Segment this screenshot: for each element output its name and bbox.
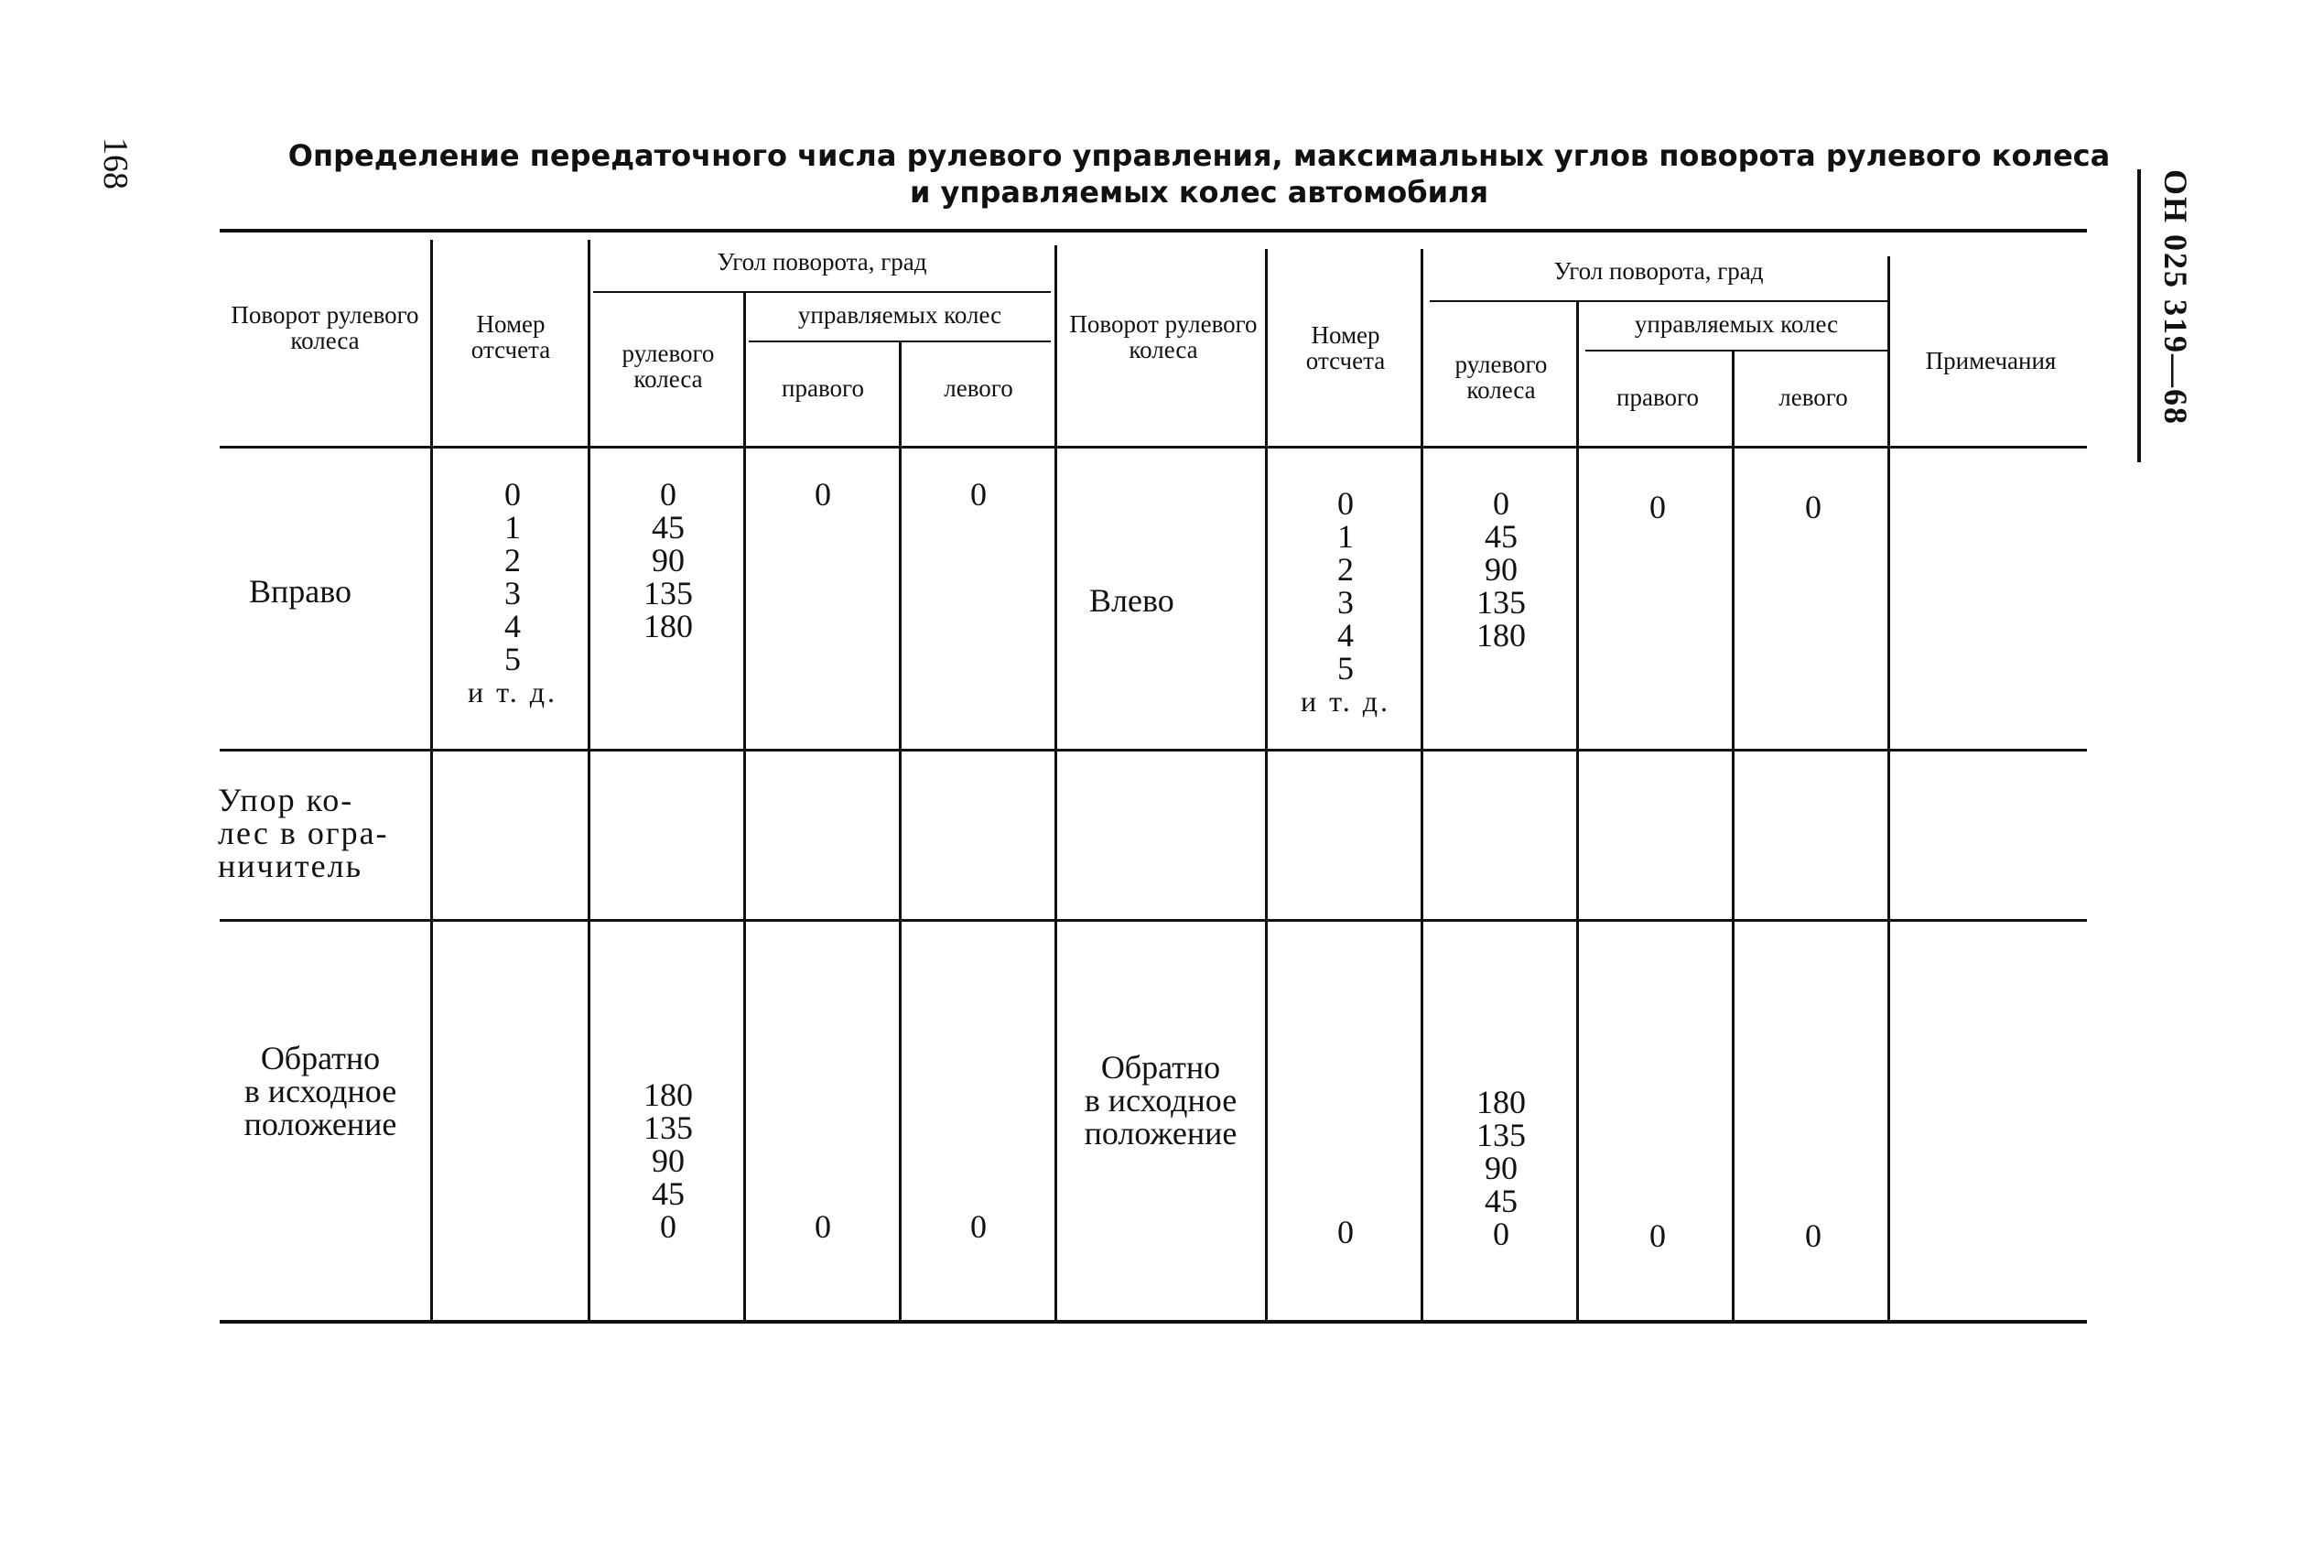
angle-value: 45 — [652, 509, 685, 546]
right-wheel-return-left: 0 — [1649, 1217, 1666, 1254]
angle-value: 135 — [643, 575, 693, 611]
reading-value: 0 — [504, 476, 521, 513]
angle-value: 45 — [1485, 1183, 1518, 1219]
angle-value: 135 — [1476, 584, 1526, 621]
angle-value: 180 — [1476, 617, 1526, 654]
right-wheel-left-turn: 0 — [1649, 489, 1666, 525]
header-steering-wheel-right: рулевого колеса — [1454, 351, 1548, 404]
page-number: 168 — [96, 137, 135, 189]
reading-value: 4 — [504, 608, 521, 644]
label-stop — [218, 784, 427, 882]
angles-left-turn — [1432, 487, 1570, 652]
header-left-wheel-right: левого — [1778, 384, 1848, 411]
angle-value: 180 — [643, 1076, 693, 1113]
angles-return-right — [600, 1078, 737, 1243]
reading-value: 2 — [1337, 551, 1354, 588]
header-reading-left: Номер отсчета — [470, 310, 551, 363]
label-line: в исходное — [1084, 1082, 1238, 1119]
label-line: ничитель — [218, 848, 362, 884]
reading-value: 1 — [504, 509, 521, 546]
reading-value: 5 — [1337, 650, 1354, 687]
header-right-wheel-left: правого — [782, 374, 864, 402]
angle-value: 45 — [652, 1175, 685, 1212]
angle-value: 0 — [660, 476, 676, 513]
angle-value: 90 — [1485, 551, 1518, 588]
header-bottom-rule — [220, 446, 2087, 449]
angles-right-turn — [600, 478, 737, 643]
angle-value: 135 — [643, 1109, 693, 1146]
row-rule-2 — [220, 919, 2087, 922]
label-line: в исходное — [243, 1073, 397, 1109]
right-wheel-return-right: 0 — [815, 1208, 831, 1245]
label-line: лес в огра- — [218, 815, 389, 851]
col-divider-3 — [743, 293, 746, 1320]
header-angle-group-right: Угол поворота, град — [1553, 257, 1764, 285]
reading-value: 5 — [504, 641, 521, 677]
angle-value: 90 — [652, 542, 685, 579]
angle-value: 180 — [1476, 1084, 1526, 1120]
col-divider-2 — [588, 240, 590, 1320]
left-wheel-return-left: 0 — [1805, 1217, 1821, 1254]
label-line: положение — [243, 1106, 397, 1142]
table-top-rule — [220, 229, 2087, 232]
left-wheel-right-turn: 0 — [970, 476, 987, 513]
angle-value: 135 — [1476, 1117, 1526, 1153]
reading-value: и т. д. — [1301, 685, 1390, 718]
readings-left-turn — [1277, 487, 1414, 718]
label-right-turn: Вправо — [249, 573, 352, 610]
col-divider-9 — [1732, 351, 1735, 1320]
table-bottom-rule — [220, 1320, 2087, 1324]
angle-value: 0 — [1493, 1216, 1509, 1252]
label-line: положение — [1084, 1115, 1238, 1152]
header-reading-right: Номер отсчета — [1305, 321, 1386, 374]
col-divider-8 — [1576, 302, 1579, 1320]
row-rule-1 — [220, 749, 2087, 752]
header-steering-wheel-left: рулевого колеса — [622, 340, 715, 393]
readings-right-turn — [444, 478, 581, 708]
reading-value: 3 — [504, 575, 521, 611]
table-title — [220, 137, 2178, 211]
angle-group-rule-left — [593, 291, 1051, 293]
header-notes: Примечания — [1925, 347, 2057, 374]
col-divider-1 — [430, 240, 433, 1320]
angle-value: 90 — [1485, 1150, 1518, 1186]
header-right-wheel-right: правого — [1616, 384, 1699, 411]
angles-return-left — [1432, 1086, 1570, 1250]
angle-value: 180 — [643, 608, 693, 644]
header-angle-group-left: Угол поворота, град — [717, 248, 927, 276]
col-divider-6 — [1265, 249, 1268, 1320]
reading-value: 3 — [1337, 584, 1354, 621]
label-return-left — [1058, 1051, 1263, 1150]
left-wheel-return-right: 0 — [970, 1208, 987, 1245]
label-return-right — [215, 1042, 426, 1141]
header-turn-left: Поворот рулевого колеса — [231, 301, 419, 354]
col-divider-7 — [1421, 249, 1423, 1320]
angle-group-rule-right — [1430, 300, 1887, 302]
right-wheel-right-turn: 0 — [815, 476, 831, 513]
reading-return-left: 0 — [1337, 1214, 1354, 1250]
reading-value: 4 — [1337, 617, 1354, 654]
header-steered-right: управляемых колес — [1634, 310, 1839, 338]
reading-value: 1 — [1337, 518, 1354, 555]
header-steered-left: управляемых колес — [797, 301, 1002, 329]
label-left-turn: Влево — [1089, 582, 1174, 619]
angle-value: 0 — [1493, 485, 1509, 522]
header-left-wheel-left: левого — [944, 374, 1013, 402]
angle-value: 45 — [1485, 518, 1518, 555]
steered-rule-right — [1585, 350, 1887, 351]
reading-value: и т. д. — [468, 676, 557, 708]
col-divider-5 — [1054, 245, 1057, 1320]
document-code: ОН 025 319—68 — [2157, 169, 2194, 427]
left-wheel-left-turn: 0 — [1805, 489, 1821, 525]
title-line-2: и управляемых колес автомобиля — [909, 175, 1489, 210]
title-line-1: Определение передаточного числа рулевого управления, максимальных углов поворота рулевого колеса — [287, 138, 2111, 173]
label-line: Упор ко- — [218, 782, 354, 818]
label-line: Обратно — [1100, 1049, 1221, 1086]
angle-value: 90 — [652, 1142, 685, 1179]
angle-value: 0 — [660, 1208, 676, 1245]
header-turn-right: Поворот рулевого колеса — [1069, 310, 1258, 363]
col-divider-4 — [899, 342, 902, 1320]
label-line: Обратно — [260, 1040, 381, 1076]
reading-value: 0 — [1337, 485, 1354, 522]
col-divider-10 — [1887, 256, 1890, 1320]
reading-value: 2 — [504, 542, 521, 579]
doc-code-rule — [2137, 169, 2141, 462]
